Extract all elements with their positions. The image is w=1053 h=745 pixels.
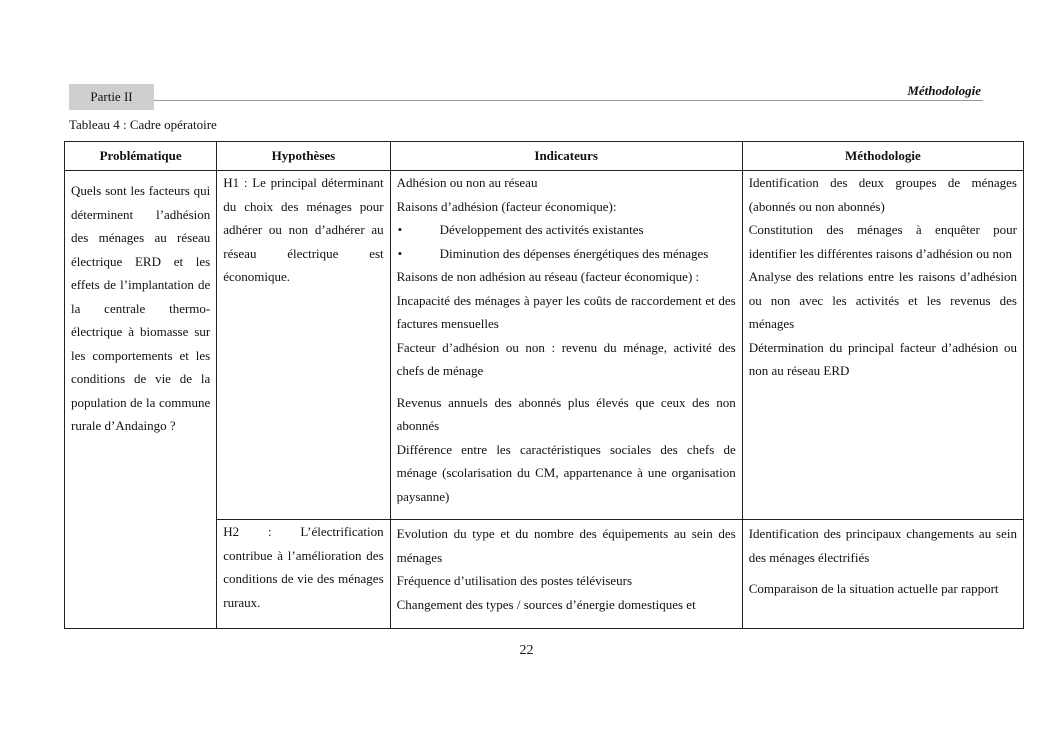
hypothesis-cell-h2 — [217, 520, 390, 629]
column-header-indicateurs: Indicateurs — [390, 142, 742, 171]
bullet-icon: • — [397, 222, 403, 237]
methodology-line: Identification des principaux changements au sein des ménages électrifiés — [748, 526, 1017, 565]
table-row — [65, 171, 1024, 520]
header-rule — [154, 100, 983, 101]
indicator-line: Adhésion ou non au réseau — [396, 175, 538, 190]
problematique-text: Quels sont les facteurs qui déterminent l’adhésion des ménages au réseau électrique ERD et les effets de l’implantation de la centrale thermo-électrique à biomasse sur les comportements et les conditions de vie de la population de la commune rurale d’Andaingo ? — [71, 183, 211, 433]
problematique-cell — [65, 171, 217, 629]
indicator-bullet-text: Développement des activités existantes — [439, 222, 644, 237]
methodology-line: Analyse des relations entre les raisons d’adhésion ou non avec les activités et les revenus des ménages — [748, 269, 1017, 331]
indicator-line: Différence entre les caractéristiques sociales des chefs de ménage (scolarisation du CM, appartenance à une organisation paysanne) — [396, 441, 736, 504]
column-header-methodologie: Méthodologie — [742, 142, 1023, 171]
indicator-line: Fréquence d’utilisation des postes téléviseurs — [396, 573, 633, 588]
methodology-line: Constitution des ménages à enquêter pour identifier les différentes raisons d’adhésion ou non — [748, 222, 1017, 261]
column-header-problematique: Problématique — [65, 142, 217, 171]
table-header-row — [65, 142, 1024, 171]
methodology-cell-h1 — [742, 171, 1023, 520]
indicator-line: Raisons d’adhésion (facteur économique): — [396, 198, 617, 214]
methodology-line: Détermination du principal facteur d’adhésion ou non au réseau ERD — [748, 339, 1017, 378]
operational-framework-table — [64, 141, 1024, 629]
section-title: Méthodologie — [907, 83, 981, 98]
indicator-line: Evolution du type et du nombre des équipements au sein des ménages — [396, 526, 736, 565]
indicator-line: Changement des types / sources d’énergie domestiques et — [396, 596, 696, 612]
indicator-bullet — [397, 218, 736, 242]
part-label: Partie II — [69, 84, 154, 110]
table-caption: Tableau 4 : Cadre opératoire — [69, 117, 217, 132]
indicator-bullet-text: Diminution des dépenses énergétiques des ménages — [439, 245, 709, 261]
indicator-bullet — [397, 242, 736, 266]
hypothesis-text-h2: H2 : L’électrification contribue à l’amélioration des conditions de vie des ménages ruraux. — [223, 524, 384, 610]
methodology-cell-h2 — [742, 520, 1023, 629]
page-number: 22 — [519, 643, 534, 658]
indicator-line: Facteur d’adhésion ou non : revenu du ménage, activité des chefs de ménage — [396, 339, 736, 378]
indicator-line: Incapacité des ménages à payer les coûts de raccordement et des factures mensuelles — [396, 292, 736, 331]
methodology-line: Comparaison de la situation actuelle par rapport — [748, 581, 999, 596]
hypothesis-text-h1: H1 : Le principal déterminant du choix des ménages pour adhérer ou non d’adhérer au réseau électrique est économique. — [223, 175, 384, 284]
indicator-line: Revenus annuels des abonnés plus élevés que ceux des non abonnés — [396, 394, 736, 433]
indicators-cell-h1 — [390, 171, 742, 520]
indicator-line: Raisons de non adhésion au réseau (facteur économique) : — [396, 269, 700, 284]
hypothesis-cell-h1 — [217, 171, 390, 520]
methodology-line: Identification des deux groupes de ménages (abonnés ou non abonnés) — [748, 175, 1017, 214]
indicators-cell-h2 — [390, 520, 742, 629]
bullet-icon: • — [397, 245, 403, 261]
column-header-hypotheses: Hypothèses — [217, 142, 390, 171]
